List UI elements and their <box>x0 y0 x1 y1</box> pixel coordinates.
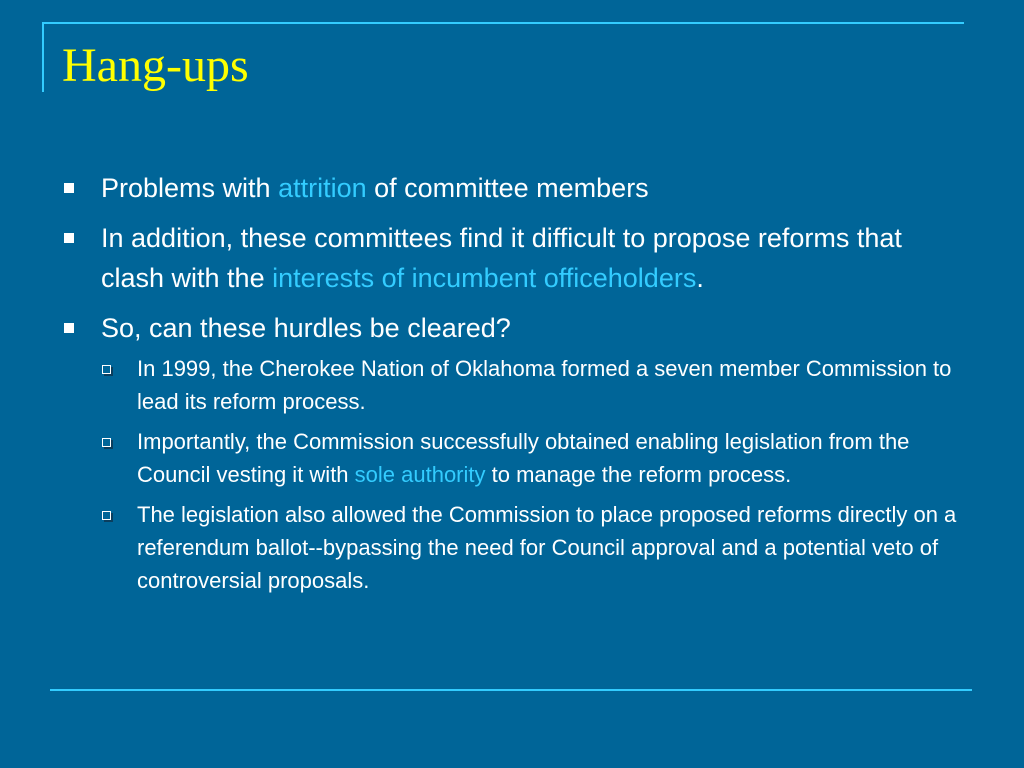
bullet-item-1 <box>60 168 960 208</box>
sub-bullet-text: to manage the reform process. <box>485 462 792 487</box>
square-bullet-icon <box>64 183 74 193</box>
bullet-text: Problems with <box>101 173 279 203</box>
slide-title: Hang-ups <box>62 39 249 92</box>
bullet-item-3 <box>60 308 960 348</box>
bullet-text: So, can these hurdles be cleared? <box>101 313 511 343</box>
frame-left-line <box>42 22 44 92</box>
frame-top-line <box>42 22 964 24</box>
sub-bullet-item-3 <box>137 498 967 597</box>
sub-bullet-item-1 <box>137 352 967 418</box>
hollow-square-bullet-icon <box>102 511 111 520</box>
highlight-text: sole authority <box>354 462 486 487</box>
square-bullet-icon <box>64 323 74 333</box>
bullet-item-2 <box>60 218 960 298</box>
sub-bullet-text: In 1999, the Cherokee Nation of Oklahoma formed a seven member Commission to lead its reform process. <box>137 356 952 414</box>
bullet-text: In addition, these committees find it difficult to propose reforms that clash with the <box>101 223 902 293</box>
bullet-text: . <box>696 263 704 293</box>
slide-content <box>60 168 960 604</box>
square-bullet-icon <box>64 233 74 243</box>
highlight-text: interests of incumbent officeholders <box>272 263 697 293</box>
bullet-text: of committee members <box>366 173 649 203</box>
hollow-square-bullet-icon <box>102 438 111 447</box>
frame-bottom-line <box>50 689 972 691</box>
sub-bullet-item-2 <box>137 425 967 491</box>
sub-bullet-text: The legislation also allowed the Commission to place proposed reforms directly on a referendum ballot--bypassing the need for Council approval and a potential veto of controversial proposals. <box>137 502 957 593</box>
highlight-text: attrition <box>278 173 367 203</box>
hollow-square-bullet-icon <box>102 365 111 374</box>
sub-bullet-text: Importantly, the Commission successfully obtained enabling legislation from the Council vesting it with <box>137 429 910 487</box>
